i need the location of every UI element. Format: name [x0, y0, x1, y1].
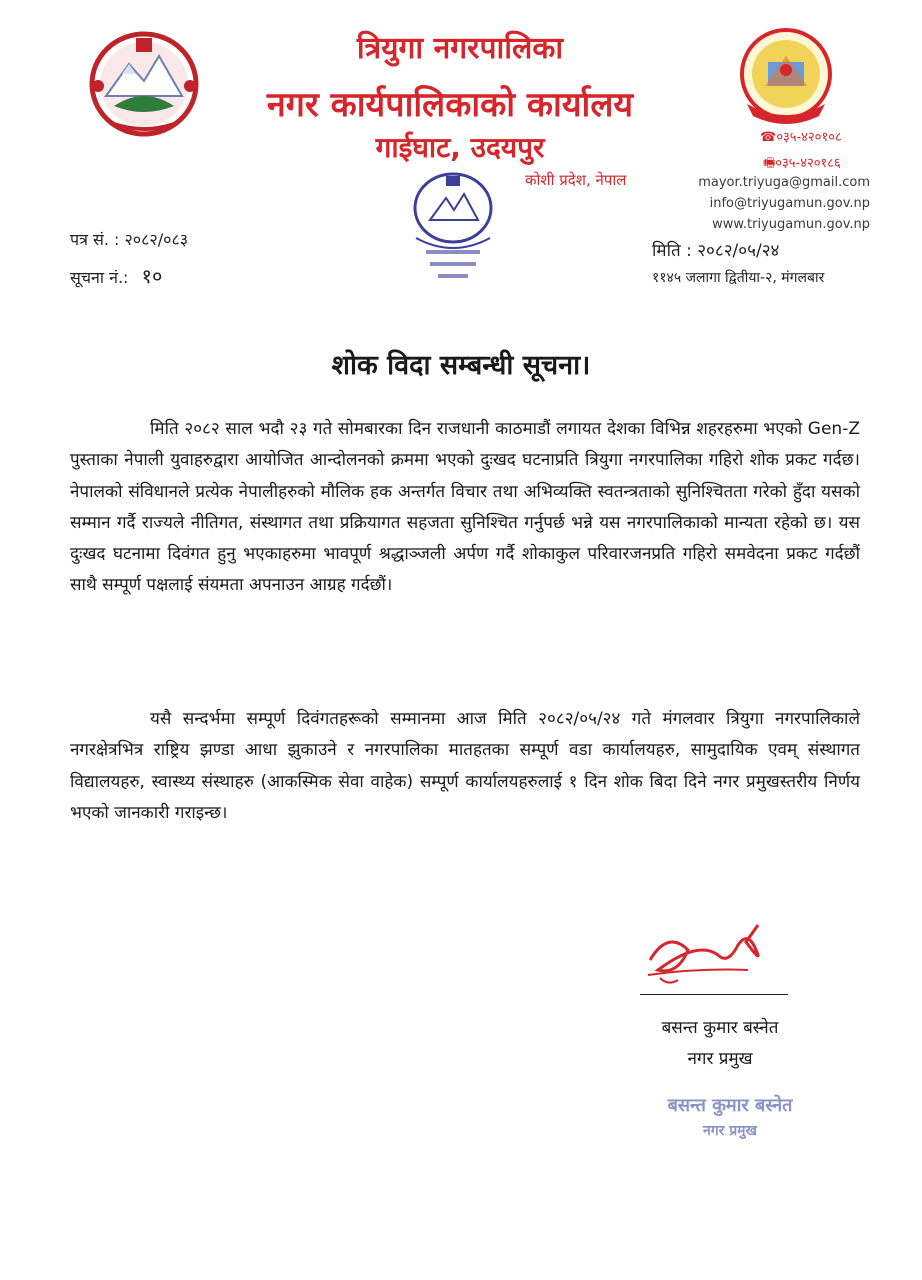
letter-date: मिति : २०८२/०५/२४: [652, 241, 780, 261]
signature-line: [640, 994, 788, 995]
letter-number: पत्र सं. : २०८२/०८३: [70, 230, 189, 249]
body-paragraph-2: यसै सन्दर्भमा सम्पूर्ण दिवंगतहरूको सम्मानमा आज मिति २०८२/०५/२४ गते मंगलवार त्रियुगा नगरपालिकाले नगरक्षेत्रभित्र राष्ट्रिय झण्डा आधा झुकाउने र नगरपालिका मातहतका सम्पूर्ण वडा कार्यालयहरु, सामुदायिक एवम् संस्थागत विद्यालयहरु, स्वास्थ्य संस्थाहरु (आकस्मिक सेवा वाहेक) सम्पूर्ण कार्यालयहरुलाई १ दिन शोक बिदा दिने नगर प्रमुखस्तरीय निर्णय भएको जानकारी गराइन्छ।: [70, 709, 860, 823]
municipality-title: त्रियुगा नगरपालिका: [356, 31, 564, 66]
signatory-title: नगर प्रमुख: [687, 1049, 753, 1069]
office-title: नगर कार्यपालिकाको कार्यालय: [266, 85, 634, 125]
body-paragraph-1: मिति २०८२ साल भदौ २३ गते सोमबारका दिन राजधानी काठमाडौं लगायत देशका विभिन्न शहरहरुमा भएको Gen-Z पुस्ताका नेपाली युवाहरुद्वारा आयोजित आन्दोलनको क्रममा भएको दुःखद घटनाप्रति त्रियुगा नगरपालिका गहिरो शोक प्रकट गर्दछ। नेपालको संविधानले प्रत्येक नेपालीहरुको मौलिक हक अन्तर्गत विचार तथा अभिव्यक्ति स्वतन्त्रताको सुनिश्चितता गरेको हुँदा यसको सम्मान गर्दै राज्यले नीतिगत, संस्थागत तथा प्रक्रियागत सहजता सुनिश्चित गर्नुपर्छ भन्ने यस नगरपालिकाको मान्यता रहेको छ। यस दुःखद घटनामा दिवंगत हुनु भएकाहरुमा भावपूर्ण श्रद्धाञ्जली अर्पण गर्दै शोकाकुल परिवारजनप्रति गहिरो समवेदना प्रकट गर्दछौं साथै सम्पूर्ण पक्षलाई संयमता अपनाउन आग्रह गर्दछौं।: [70, 419, 860, 596]
notice-subject: शोक विदा सम्बन्धी सूचना।: [331, 350, 591, 381]
name-stamp: बसन्त कुमार बस्नेत: [667, 1095, 793, 1116]
province-label: कोशी प्रदेश, नेपाल: [525, 171, 627, 189]
info-email: info@triyugamun.gov.np: [709, 196, 870, 211]
office-seal-stamp-icon: [398, 168, 508, 292]
phone-number: ☎०३५-४२०१०८: [760, 130, 842, 145]
fax-number: 🖷०३५-४२०१८६: [763, 156, 841, 171]
notice-number-value: १०: [141, 264, 163, 288]
signatory-name: बसन्त कुमार बस्नेत: [661, 1018, 779, 1038]
website-link: www.triyugamun.gov.np: [712, 217, 870, 232]
nepal-emblem-icon: [84, 26, 204, 138]
notice-number: [70, 262, 162, 289]
alternate-date: ११४५ जलागा द्वितीया-२, मंगलबार: [652, 270, 825, 286]
triyuga-municipality-logo-icon: [735, 26, 837, 126]
handwritten-signature-icon: [638, 920, 788, 998]
location-title: गाईघाट, उदयपुर: [375, 131, 545, 164]
notice-number-label: सूचना नं.:: [70, 268, 129, 287]
mayor-email: mayor.triyuga@gmail.com: [698, 175, 870, 190]
title-stamp: नगर प्रमुख: [702, 1123, 758, 1139]
